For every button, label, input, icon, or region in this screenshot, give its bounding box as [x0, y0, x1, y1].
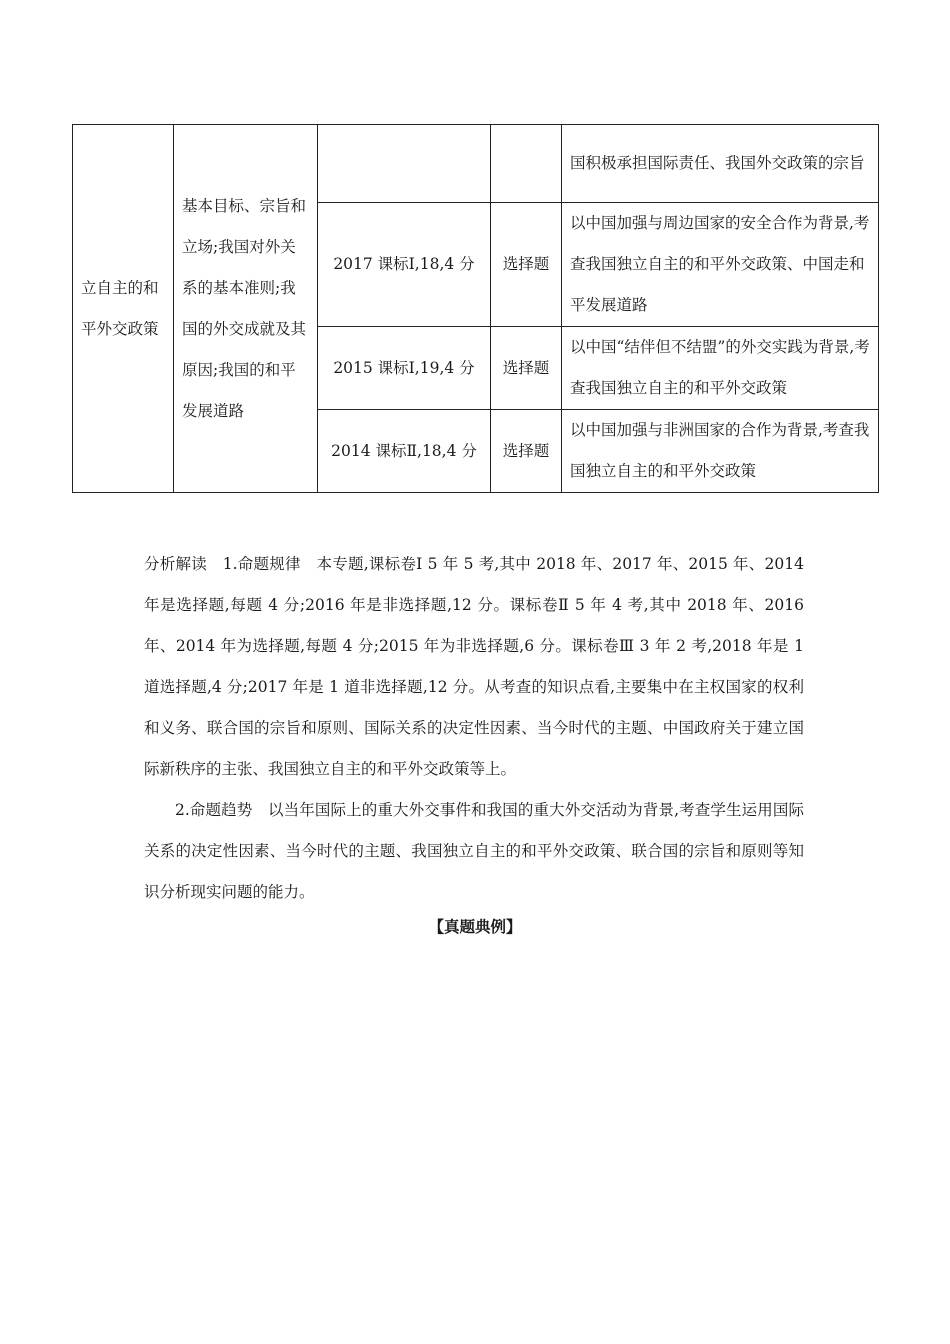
analysis-paragraph-pattern: 分析解读 1.命题规律 本专题,课标卷Ⅰ 5 年 5 考,其中 2018 年、2017 年、2015 年、2014 年是选择题,每题 4 分;2016 年是非选择题,12 分。课标卷Ⅱ 5 年 4 考,其中 2018 年、2016 年、2014 年为选择题,每题 4 分;2015 年为非选择题,6 分。课标卷Ⅲ 3 年 2 考,2018 年是 1 道选择题,4 分;2017 年是 1 道非选择题,12 分。从考查的知识点看,主要集中在主权国家的权利和义务、联合国的宗旨和原则、国际关系的决定性因素、当今时代的主题、中国政府关于建立国际新秩序的主张、我国独立自主的和平外交政策等上。 [144, 555, 804, 778]
section-heading: 【真题典例】 [428, 917, 522, 936]
description-cell: 以中国“结伴但不结盟”的外交实践为背景,考查我国独立自主的和平外交政策 [562, 327, 879, 410]
content-cell: 基本目标、宗旨和立场;我国对外关系的基本准则;我国的外交成就及其原因;我国的和平发展道路 [174, 125, 318, 493]
question-type-cell: 选择题 [491, 410, 562, 493]
source-cell: 2017 课标Ⅰ,18,4 分 [318, 203, 491, 327]
question-type-cell: 选择题 [491, 327, 562, 410]
table-row [73, 125, 879, 203]
description-cell: 以中国加强与周边国家的安全合作为背景,考查我国独立自主的和平外交政策、中国走和平发展道路 [562, 203, 879, 327]
source-cell: 2015 课标Ⅰ,19,4 分 [318, 327, 491, 410]
description-cell: 以中国加强与非洲国家的合作为背景,考查我国独立自主的和平外交政策 [562, 410, 879, 493]
question-type-cell [491, 125, 562, 203]
source-cell [318, 125, 491, 203]
analysis-paragraph-trend: 2.命题趋势 以当年国际上的重大外交事件和我国的重大外交活动为背景,考查学生运用国际关系的决定性因素、当今时代的主题、我国独立自主的和平外交政策、联合国的宗旨和原则等知识分析现实问题的能力。 [144, 801, 804, 901]
source-cell: 2014 课标Ⅱ,18,4 分 [318, 410, 491, 493]
description-cell: 国积极承担国际责任、我国外交政策的宗旨 [562, 125, 879, 203]
analysis-section [144, 544, 804, 913]
question-type-cell: 选择题 [491, 203, 562, 327]
exam-analysis-table [72, 124, 879, 493]
topic-cell: 立自主的和平外交政策 [73, 125, 174, 493]
